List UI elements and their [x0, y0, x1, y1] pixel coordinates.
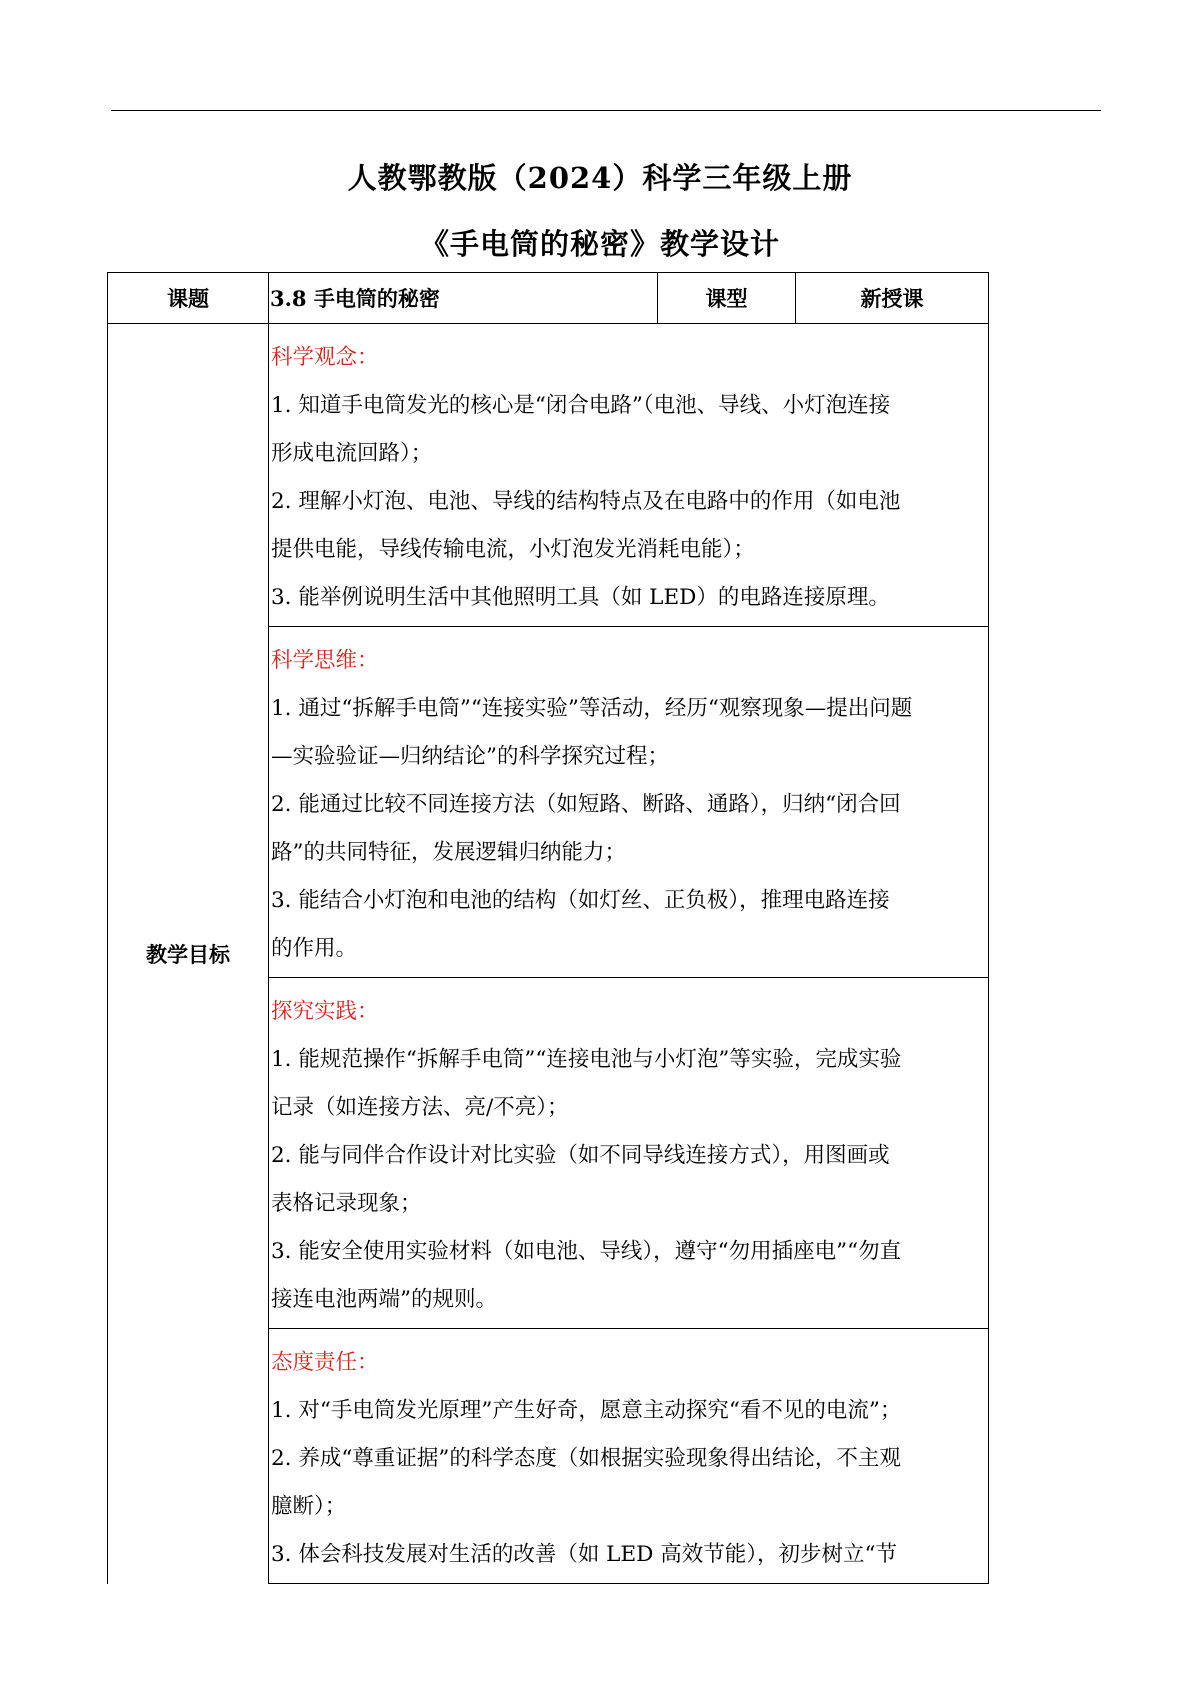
goal-line: 2. 能通过比较不同连接方法（如短路、断路、通路），归纳“闭合回 [271, 792, 901, 817]
goal-line: 2. 理解小灯泡、电池、导线的结构特点及在电路中的作用（如电池 [271, 489, 901, 514]
goal-line: 提供电能，导线传输电流，小灯泡发光消耗电能）； [271, 537, 755, 562]
goal-line: 1. 能规范操作“拆解手电筒”“连接电池与小灯泡”等实验，完成实验 [271, 1047, 902, 1072]
section-heading: 科学思维： [271, 648, 379, 673]
goal-line: 形成电流回路）； [271, 441, 433, 466]
header-rule [111, 110, 1101, 111]
goal-line: 3. 能安全使用实验材料（如电池、导线），遵守“勿用插座电”“勿直 [271, 1239, 902, 1264]
topic-value: 3.8 手电筒的秘密 [269, 273, 658, 324]
type-label: 课型 [658, 273, 796, 324]
lesson-plan-table [107, 272, 989, 1584]
goal-line: 3. 能举例说明生活中其他照明工具（如 LED）的电路连接原理。 [271, 585, 890, 610]
info-row [108, 273, 989, 324]
goal-line: 接连电池两端”的规则。 [271, 1287, 497, 1312]
goal-section-practice [269, 978, 989, 1329]
section-heading: 科学观念： [271, 345, 379, 370]
goal-line: —实验验证—归纳结论”的科学探究过程； [271, 744, 669, 769]
document-title: 人教鄂教版（2024）科学三年级上册 [347, 161, 853, 195]
goal-line: 表格记录现象； [271, 1191, 422, 1216]
document-subtitle: 《手电筒的秘密》教学设计 [419, 227, 780, 261]
goal-line: 记录（如连接方法、亮/不亮）； [271, 1095, 569, 1120]
goal-line: 1. 对“手电筒发光原理”产生好奇，愿意主动探究“看不见的电流”； [271, 1398, 902, 1423]
goal-line: 2. 养成“尊重证据”的科学态度（如根据实验现象得出结论，不主观 [271, 1446, 901, 1471]
goal-section-concept [269, 324, 989, 627]
section-heading: 探究实践： [271, 999, 379, 1024]
section-heading: 态度责任： [271, 1350, 379, 1375]
goal-section-attitude [269, 1329, 989, 1584]
goals-row-concept [108, 324, 989, 627]
goal-line: 3. 体会科技发展对生活的改善（如 LED 高效节能），初步树立“节 [271, 1542, 897, 1567]
goal-section-thinking [269, 627, 989, 978]
goal-line: 臆断）； [271, 1494, 347, 1519]
goal-line: 的作用。 [271, 936, 358, 961]
goal-line: 1. 知道手电筒发光的核心是“闭合电路”（电池、导线、小灯泡连接 [271, 393, 891, 418]
type-value: 新授课 [796, 273, 989, 324]
goal-line: 路”的共同特征，发展逻辑归纳能力； [271, 840, 626, 865]
topic-label: 课题 [108, 273, 269, 324]
goal-line: 2. 能与同伴合作设计对比实验（如不同导线连接方式），用图画或 [271, 1143, 890, 1168]
goal-line: 1. 通过“拆解手电筒”“连接实验”等活动，经历“观察现象—提出问题 [271, 696, 913, 721]
goal-line: 3. 能结合小灯泡和电池的结构（如灯丝、正负极），推理电路连接 [271, 888, 890, 913]
goals-label: 教学目标 [108, 324, 269, 1584]
